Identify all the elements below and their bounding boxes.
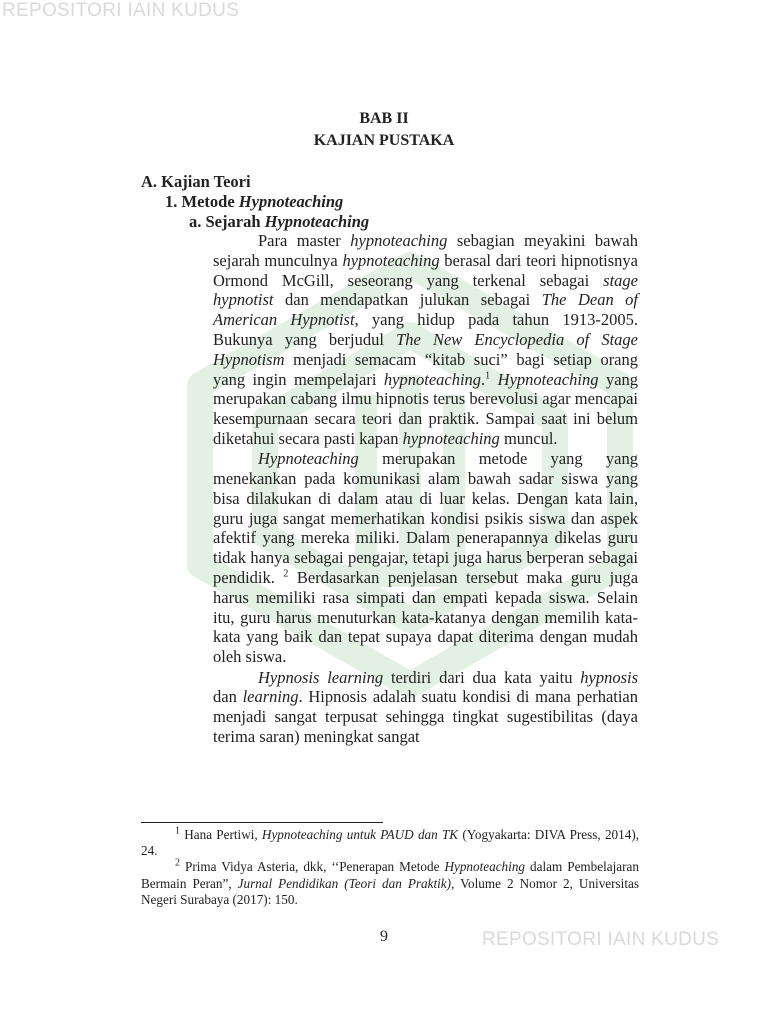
- text-run: Prima Vidya Asteria, dkk, ‘‘Penerapan Metode: [185, 859, 440, 875]
- italic-run: hypnoteaching: [350, 231, 448, 250]
- footnote-ref-2[interactable]: 2: [283, 568, 289, 580]
- watermark-iain-kudus: IAIN KUDUS: [607, 929, 720, 950]
- watermark-repositori: REPOSITORI: [482, 929, 602, 950]
- section-letter: A.: [141, 172, 158, 191]
- italic-run: hypnoteaching: [383, 369, 482, 389]
- watermark-iain-kudus: IAIN KUDUS: [127, 0, 240, 21]
- subsection-heading: [165, 192, 343, 212]
- italic-run: stage hypnotist: [213, 270, 638, 310]
- text-run: dan mendapatkan julukan sebagai: [285, 290, 531, 310]
- italic-run: hypnoteaching: [342, 250, 440, 270]
- footnote-1: [141, 827, 639, 859]
- subsubsection-heading: [189, 212, 369, 232]
- text-run: , yang hidup pada tahun 1913-2005. Bukunya yang berjudul: [213, 310, 638, 349]
- repository-watermark-top: [2, 0, 239, 22]
- text-run: muncul.: [503, 428, 558, 448]
- text-run: dalam Pembelajaran Bermain Peran”,: [141, 859, 640, 891]
- watermark-repositori: REPOSITORI: [2, 0, 122, 21]
- italic-run: Hypnoteaching: [444, 859, 526, 875]
- subsection-title-italic: Hypnoteaching: [238, 192, 344, 211]
- footnote-number: 1: [175, 825, 180, 837]
- subsubsection-letter: a.: [189, 212, 202, 231]
- italic-run: hypnosis: [580, 667, 639, 687]
- text-run: terdiri dari dua kata yaitu: [390, 667, 573, 687]
- footnote-2: [141, 859, 639, 908]
- text-run: dan: [213, 687, 237, 707]
- italic-run: Hypnosis learning: [258, 667, 384, 687]
- footnote-separator: [141, 822, 383, 823]
- text-run: Hana Pertiwi,: [184, 827, 258, 842]
- paragraph-2: [213, 449, 638, 667]
- paragraph-1: [213, 231, 638, 449]
- italic-run: Hypnoteaching: [497, 369, 599, 389]
- page-number: 9: [380, 928, 388, 945]
- italic-run: hypnoteaching: [402, 428, 500, 448]
- footnote-ref-1[interactable]: 1: [485, 370, 491, 382]
- text-run: . Hipnosis adalah suatu kondisi di mana perhatian menjadi sangat terpusat sehingga tingkat sugestibilitas (daya terima saran) meningkat sangat: [213, 687, 639, 746]
- paragraph-3: [213, 668, 638, 747]
- text-run: sebagian meyakini bawah sejarah munculnya: [213, 231, 638, 270]
- text-run: menjadi semacam “kitab suci” bagi setiap orang yang ingin mempelajari: [213, 349, 639, 389]
- text-run: Para master: [258, 231, 341, 250]
- text-run: merupakan metode yang yang menekankan pada komunikasi alam bawah sadar siswa yang bisa dilakukan di dalam atau di luar kelas. Dengan kata lain, guru juga sangat memerhatikan kondisi psikis siswa dan aspek afektif yang mereka miliki. Dalam penerapannya dikelas guru tidak hanya sebagai pengajar, tetapi juga harus berperan sebagai pendidik.: [213, 449, 638, 588]
- text-run: berasal dari teori hipnotisnya Ormond McGill, seseorang yang terkenal sebagai: [213, 250, 639, 290]
- subsubsection-title: Sejarah: [205, 212, 261, 231]
- text-run: , Volume 2 Nomor 2, Universitas Negeri Surabaya (2017): 150.: [141, 875, 639, 907]
- text-run: Berdasarkan penjelasan tersebut maka guru juga harus memiliki rasa simpati dan empati kepada siswa. Selain itu, guru harus menuturkan kata-katanya dengan memilih kata-kata yang baik dan tepat supaya dapat diterima dengan mudah oleh siswa.: [213, 568, 639, 667]
- section-title: Kajian Teori: [161, 172, 251, 191]
- chapter-number: BAB II: [359, 110, 409, 127]
- repository-watermark-bottom: [482, 929, 719, 951]
- italic-run: Jurnal Pendidikan (Teori dan Praktik): [237, 875, 452, 891]
- text-run: (Yogyakarta: DIVA Press, 2014), 24.: [141, 827, 640, 859]
- footnotes: [141, 827, 639, 908]
- text-run: .: [481, 369, 486, 389]
- chapter-title: KAJIAN PUSTAKA: [313, 132, 455, 149]
- section-heading: [141, 172, 251, 192]
- text-run: yang merupakan cabang ilmu hipnotis terus berevolusi agar mencapai kesempurnaan secara teori dan praktik. Sampai saat ini belum diketahui secara pasti kapan: [213, 369, 639, 448]
- subsubsection-title-italic: Hypnoteaching: [264, 212, 370, 231]
- subsection-number: 1.: [165, 192, 178, 211]
- body-text: [213, 231, 638, 747]
- italic-run: Hypnoteaching untuk PAUD dan TK: [261, 827, 459, 842]
- italic-run: The New Encyclopedia of Stage Hypnotism: [213, 329, 638, 369]
- footnote-number: 2: [175, 858, 180, 870]
- italic-run: Hypnoteaching: [258, 449, 359, 469]
- italic-run: learning: [242, 687, 299, 707]
- subsection-title: Metode: [181, 192, 235, 211]
- italic-run: The Dean of American Hypnotist: [213, 290, 639, 330]
